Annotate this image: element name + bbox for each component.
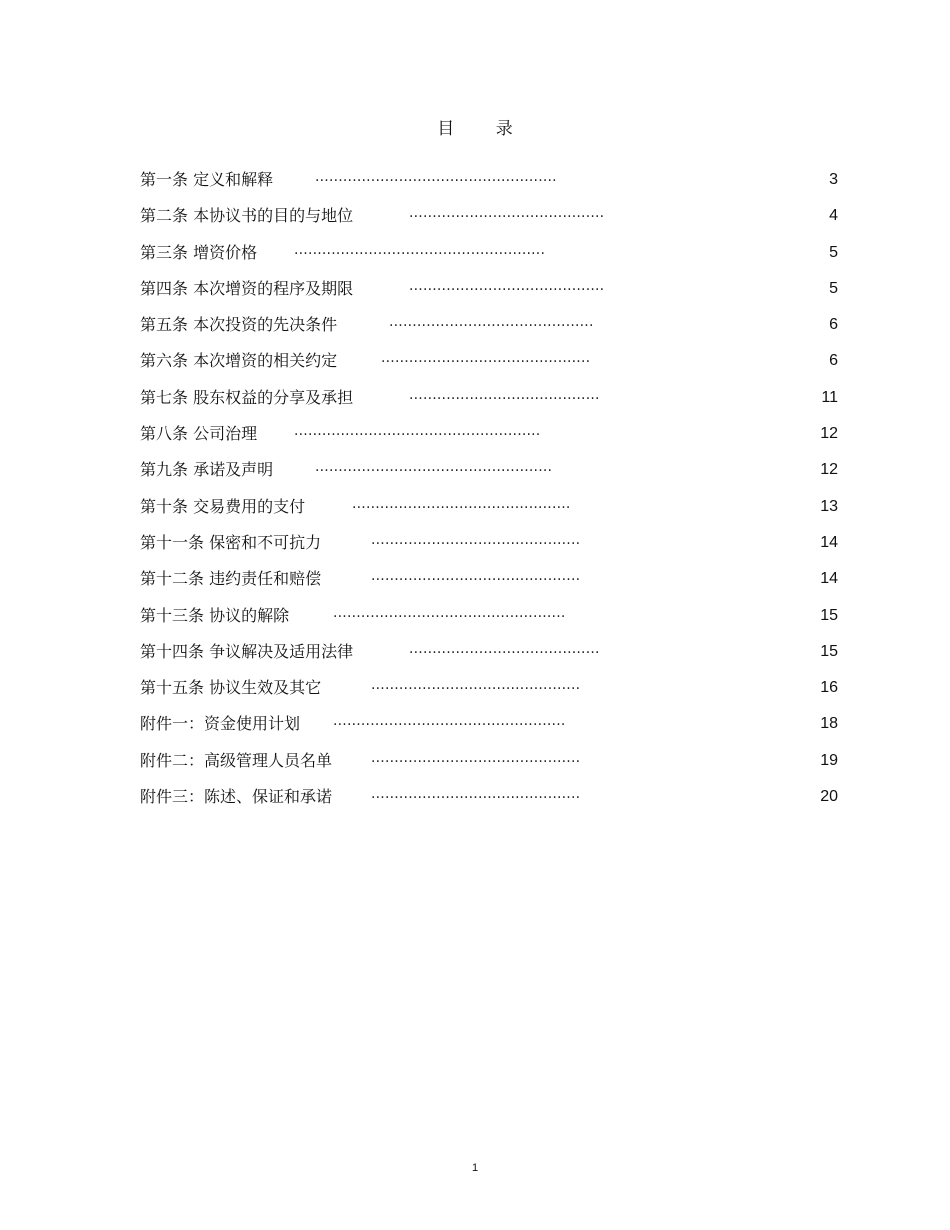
toc-entry-page: 15 xyxy=(820,606,838,624)
toc-entry-page: 18 xyxy=(820,715,838,733)
toc-entry-page: 16 xyxy=(820,679,838,697)
toc-entry-label: 第十三条 协议的解除 xyxy=(140,605,290,625)
toc-entry-page: 20 xyxy=(820,788,838,806)
toc-entry-page: 12 xyxy=(820,425,838,443)
toc-entry-page: 5 xyxy=(829,279,838,297)
toc-entry-label: 第十四条 争议解决及适用法律 xyxy=(140,641,354,661)
toc-entry-label: 附件二：高级管理人员名单 xyxy=(140,750,333,770)
toc-entry-leader: ...................................................... xyxy=(294,241,546,258)
toc-entry[interactable] xyxy=(140,239,838,275)
toc-entry-label: 附件三：陈述、保证和承诺 xyxy=(140,787,333,807)
toc-entry[interactable] xyxy=(140,710,838,746)
toc-entry-label: 第二条 本协议书的目的与地位 xyxy=(140,206,354,226)
toc-entry-leader: .................................................. xyxy=(333,713,566,730)
toc-entry-label: 第十一条 保密和不可抗力 xyxy=(140,532,322,552)
toc-entry[interactable] xyxy=(140,275,838,311)
toc-entry-leader: ................................................... xyxy=(315,459,553,476)
toc-entry-leader: .......................................... xyxy=(409,277,605,294)
toc-entry[interactable] xyxy=(140,384,838,420)
toc-entry-page: 6 xyxy=(829,352,838,370)
toc-entry-label: 第十条 交易费用的支付 xyxy=(140,496,306,516)
toc-entry-leader: ..................................................... xyxy=(294,423,541,440)
toc-entry-leader: ............................................. xyxy=(371,531,581,548)
toc-entry[interactable] xyxy=(140,347,838,383)
toc-entry-leader: .................................................... xyxy=(315,169,557,185)
toc-entry[interactable] xyxy=(140,202,838,238)
toc-entry[interactable] xyxy=(140,420,838,456)
toc-entry-page: 6 xyxy=(829,316,838,334)
toc-entry-page: 13 xyxy=(820,497,838,515)
toc-entry-page: 12 xyxy=(820,461,838,479)
toc-entry-label: 第一条 定义和解释 xyxy=(140,170,274,189)
toc-entry-leader: ............................................. xyxy=(381,350,591,367)
toc-entry-label: 第十二条 违约责任和赔偿 xyxy=(140,569,322,589)
toc-entry-leader: ............................................. xyxy=(371,677,581,694)
toc-entry-page: 15 xyxy=(820,642,838,660)
toc-entry-page: 3 xyxy=(829,171,838,188)
toc-entry[interactable] xyxy=(140,311,838,347)
toc-entry[interactable] xyxy=(140,493,838,529)
toc-entry[interactable] xyxy=(140,783,838,819)
page-number: 1 xyxy=(471,1162,479,1174)
toc-entry-label: 第十五条 协议生效及其它 xyxy=(140,678,322,698)
toc-entry-leader: ............................................. xyxy=(371,786,581,803)
table-of-contents xyxy=(140,166,838,819)
toc-entry-page: 4 xyxy=(829,207,838,225)
toc-entry-label: 第七条 股东权益的分享及承担 xyxy=(140,387,354,407)
toc-entry[interactable] xyxy=(140,602,838,638)
toc-entry-leader: ............................................. xyxy=(371,568,581,585)
toc-entry-label: 第六条 本次增资的相关约定 xyxy=(140,351,338,371)
toc-entry-label: 第八条 公司治理 xyxy=(140,424,258,444)
toc-entry[interactable] xyxy=(140,747,838,783)
toc-entry-page: 14 xyxy=(820,570,838,588)
toc-entry-leader: .......................................... xyxy=(409,205,605,222)
toc-entry-leader: ............................................ xyxy=(389,314,594,331)
toc-entry-label: 第三条 增资价格 xyxy=(140,242,258,262)
toc-entry-leader: .................................................. xyxy=(333,604,566,621)
toc-entry[interactable] xyxy=(140,166,838,202)
toc-entry-leader: ......................................... xyxy=(409,640,600,657)
toc-entry[interactable] xyxy=(140,456,838,492)
toc-entry-leader: ......................................... xyxy=(409,386,600,403)
toc-entry[interactable] xyxy=(140,674,838,710)
toc-entry-label: 附件一：资金使用计划 xyxy=(140,714,301,734)
toc-entry-page: 19 xyxy=(820,751,838,769)
toc-entry-leader: ............................................. xyxy=(371,749,581,766)
toc-title: 目 录 xyxy=(437,119,531,139)
toc-entry-page: 14 xyxy=(820,533,838,551)
toc-entry[interactable] xyxy=(140,565,838,601)
toc-entry[interactable] xyxy=(140,529,838,565)
toc-entry-label: 第四条 本次增资的程序及期限 xyxy=(140,278,354,298)
toc-entry-label: 第九条 承诺及声明 xyxy=(140,460,274,480)
toc-entry-leader: ............................................... xyxy=(352,495,571,512)
toc-entry-page: 5 xyxy=(829,243,838,261)
toc-entry-page: 11 xyxy=(821,388,838,406)
toc-entry[interactable] xyxy=(140,638,838,674)
toc-entry-label: 第五条 本次投资的先决条件 xyxy=(140,315,338,335)
